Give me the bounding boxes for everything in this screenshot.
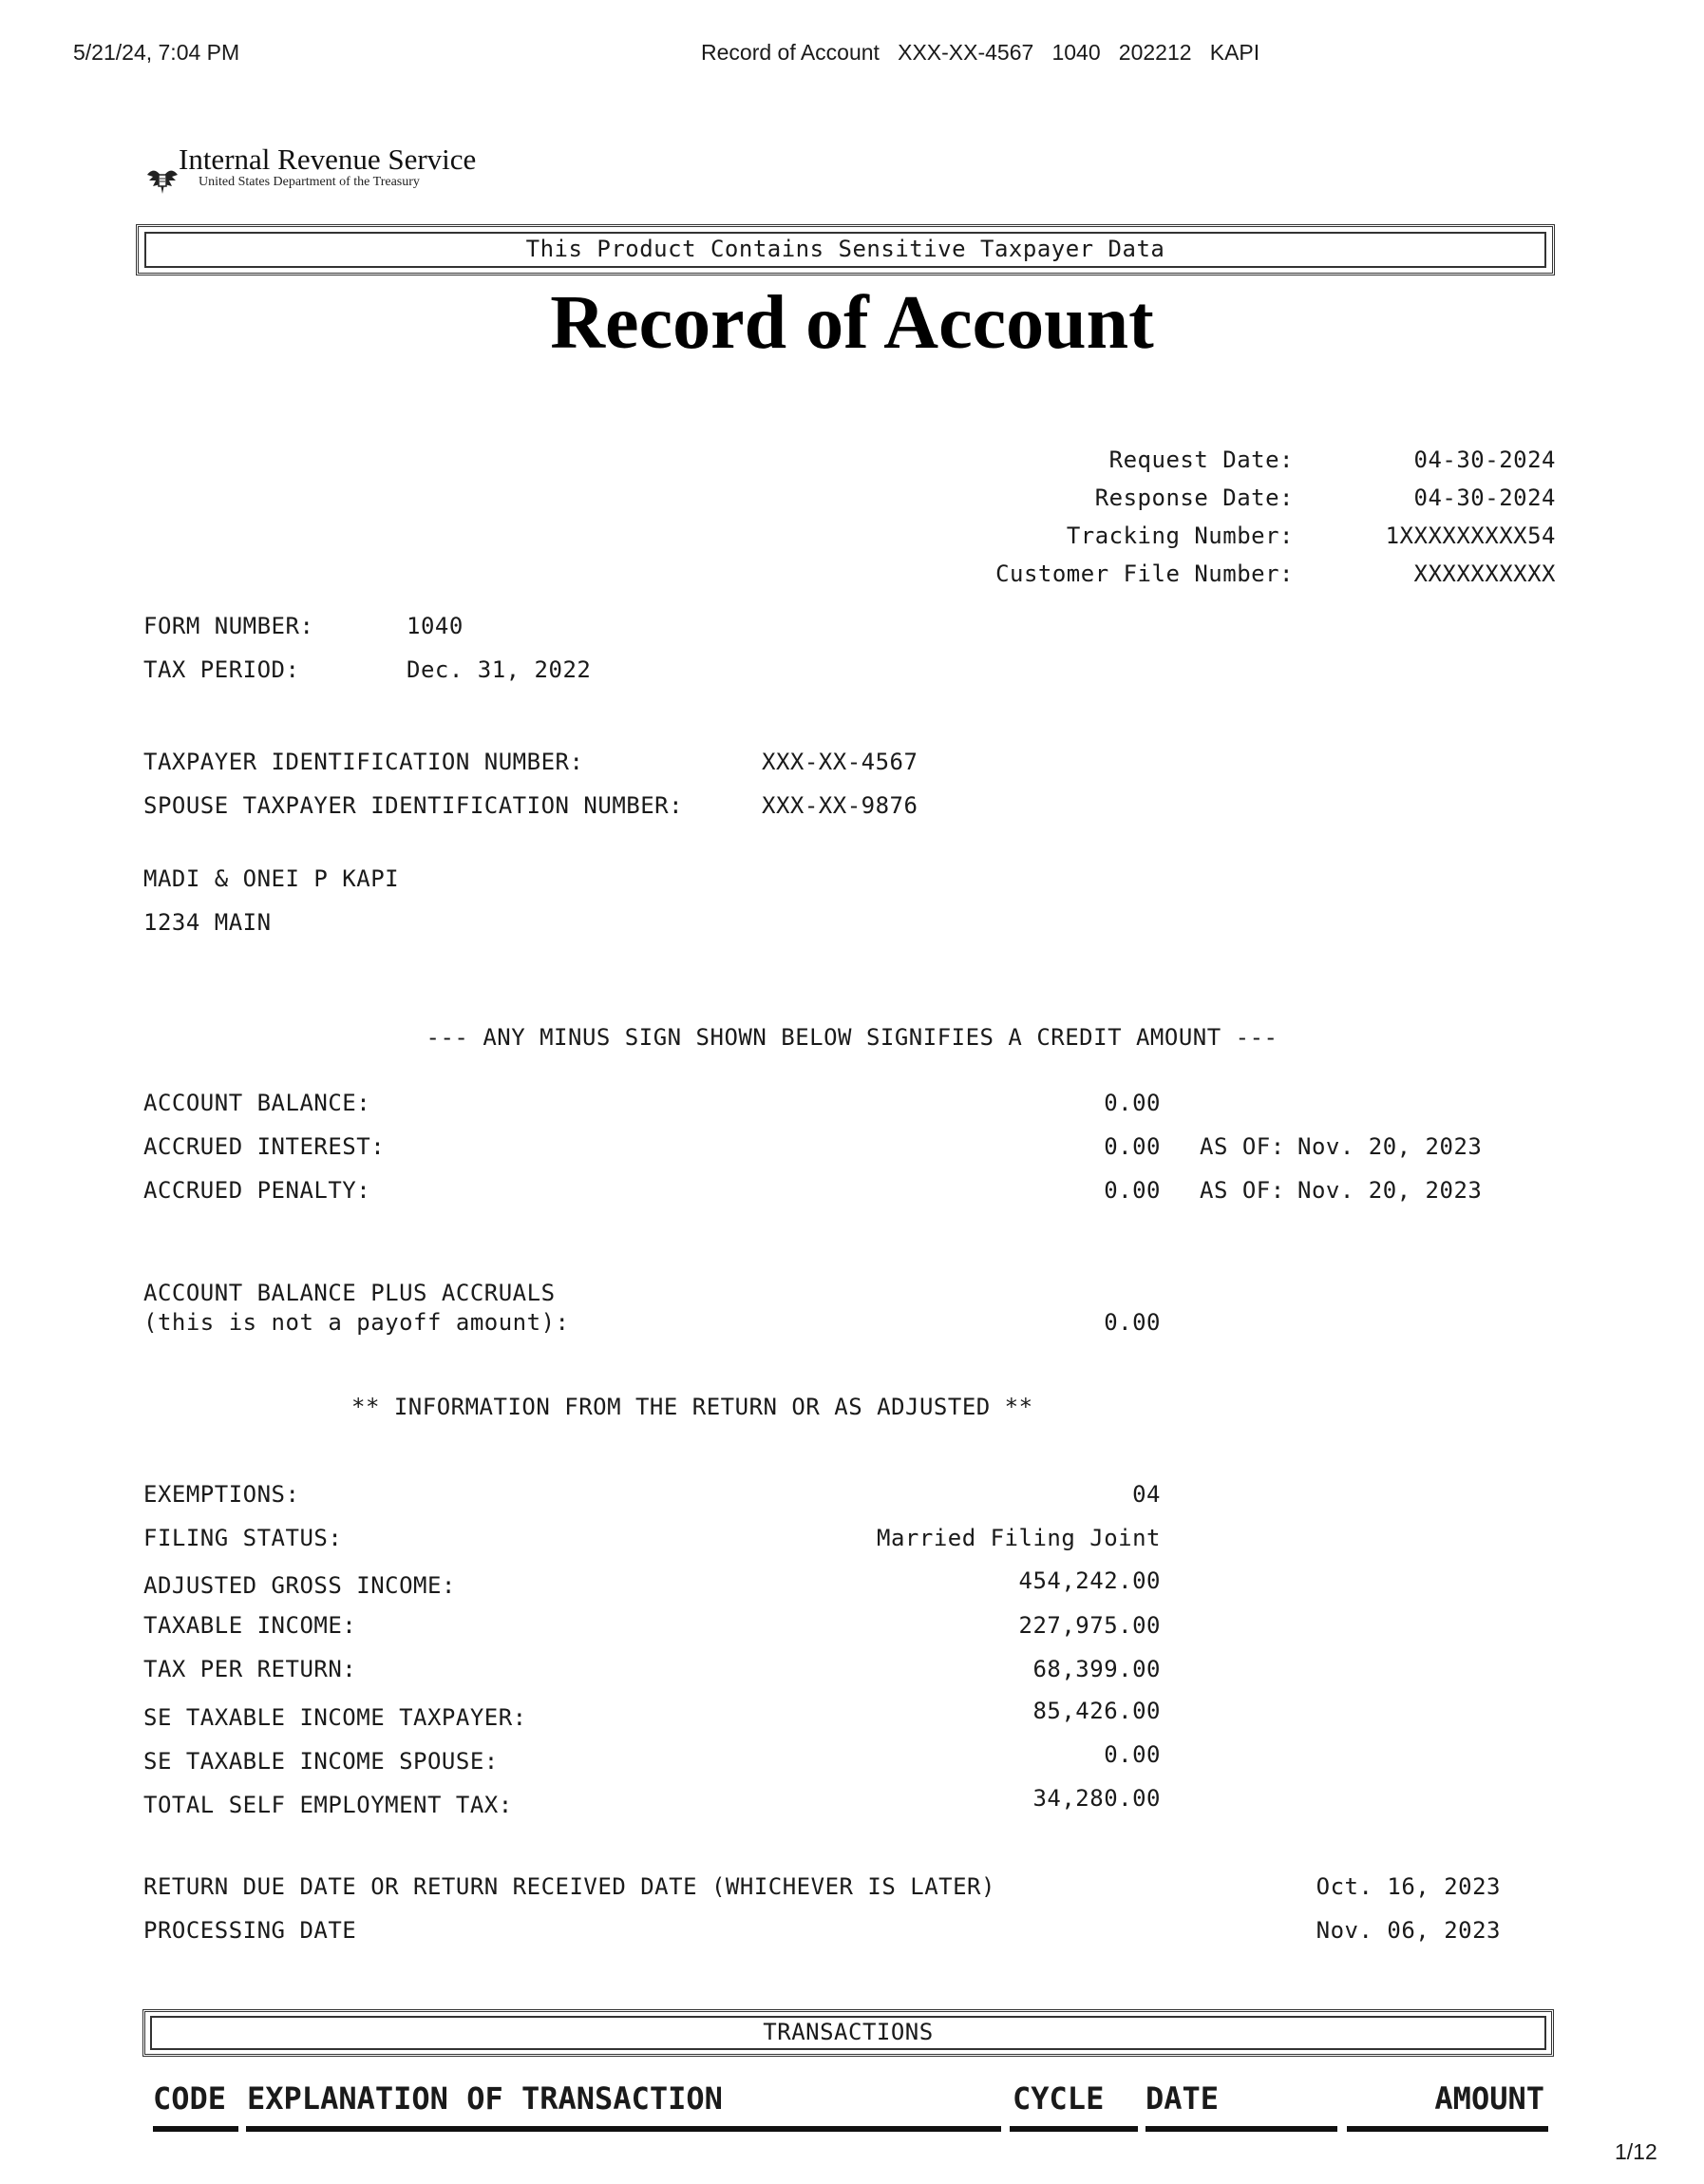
return-due-date-label: RETURN DUE DATE OR RETURN RECEIVED DATE (WHICHEVER IS LATER) <box>143 1873 995 1900</box>
print-title: Record of Account XXX-XX-4567 1040 202212 KAPI <box>701 40 1260 65</box>
form-number-value: 1040 <box>407 613 464 639</box>
col-header-cycle: CYCLE <box>1013 2080 1105 2117</box>
tax-per-return-label: TAX PER RETURN: <box>143 1656 357 1682</box>
exemptions-label: EXEMPTIONS: <box>143 1481 300 1508</box>
accrued-interest-asof-date: Nov. 20, 2023 <box>1297 1133 1483 1160</box>
processing-date-label: PROCESSING DATE <box>143 1917 357 1944</box>
account-balance-value: 0.00 <box>1104 1090 1161 1116</box>
col-underline-amount <box>1347 2126 1548 2132</box>
tax-per-return-value: 68,399.00 <box>1032 1656 1161 1682</box>
return-info-heading: ** INFORMATION FROM THE RETURN OR AS ADJUSTED ** <box>351 1394 1033 1420</box>
se-income-spouse-label: SE TAXABLE INCOME SPOUSE: <box>143 1748 499 1775</box>
taxpayer-name: MADI & ONEI P KAPI <box>143 865 400 892</box>
tracking-number-label: Tracking Number: <box>1066 522 1294 549</box>
exemptions-value: 04 <box>1132 1481 1161 1508</box>
tracking-number-value: 1XXXXXXXXX54 <box>1385 522 1556 549</box>
accrued-penalty-value: 0.00 <box>1104 1177 1161 1204</box>
transactions-heading: TRANSACTIONS <box>763 2019 934 2045</box>
accrued-interest-label: ACCRUED INTEREST: <box>143 1133 386 1160</box>
accrued-penalty-asof-label: AS OF: <box>1200 1177 1285 1204</box>
accrued-interest-asof-label: AS OF: <box>1200 1133 1285 1160</box>
balance-plus-accruals-label-2: (this is not a payoff amount): <box>143 1309 570 1336</box>
se-income-spouse-value: 0.00 <box>1104 1741 1161 1768</box>
sensitive-banner-text: This Product Contains Sensitive Taxpayer Data <box>525 236 1165 262</box>
col-underline-explanation <box>246 2126 1001 2132</box>
tin-value: XXX-XX-4567 <box>762 749 918 775</box>
agi-label: ADJUSTED GROSS INCOME: <box>143 1572 456 1599</box>
print-datetime: 5/21/24, 7:04 PM <box>73 40 240 65</box>
col-header-amount: AMOUNT <box>1434 2080 1544 2117</box>
return-due-date-value: Oct. 16, 2023 <box>1316 1873 1501 1900</box>
filing-status-label: FILING STATUS: <box>143 1525 343 1551</box>
tax-period-label: TAX PERIOD: <box>143 656 300 683</box>
filing-status-value: Married Filing Joint <box>877 1525 1161 1551</box>
col-underline-code <box>153 2126 238 2132</box>
col-header-explanation: EXPLANATION OF TRANSACTION <box>247 2080 723 2117</box>
tax-period-value: Dec. 31, 2022 <box>407 656 592 683</box>
account-balance-label: ACCOUNT BALANCE: <box>143 1090 371 1116</box>
tin-label: TAXPAYER IDENTIFICATION NUMBER: <box>143 749 584 775</box>
balance-plus-accruals-label-1: ACCOUNT BALANCE PLUS ACCRUALS <box>143 1280 556 1306</box>
taxable-income-label: TAXABLE INCOME: <box>143 1612 357 1639</box>
request-date-label: Request Date: <box>1108 446 1294 473</box>
se-income-taxpayer-value: 85,426.00 <box>1032 1698 1161 1724</box>
response-date-value: 04-30-2024 <box>1413 484 1556 511</box>
form-number-label: FORM NUMBER: <box>143 613 314 639</box>
credit-notice: --- ANY MINUS SIGN SHOWN BELOW SIGNIFIES A CREDIT AMOUNT --- <box>426 1024 1278 1051</box>
total-se-tax-label: TOTAL SELF EMPLOYMENT TAX: <box>143 1792 513 1818</box>
processing-date-value: Nov. 06, 2023 <box>1316 1917 1501 1944</box>
taxpayer-address: 1234 MAIN <box>143 909 272 936</box>
agency-name: Internal Revenue Service <box>179 142 477 176</box>
response-date-label: Response Date: <box>1094 484 1294 511</box>
agi-value: 454,242.00 <box>1018 1567 1161 1594</box>
balance-plus-accruals-value: 0.00 <box>1104 1309 1161 1336</box>
accrued-penalty-asof-date: Nov. 20, 2023 <box>1297 1177 1483 1204</box>
col-underline-cycle <box>1010 2126 1138 2132</box>
page-number: 1/12 <box>1615 2139 1657 2164</box>
spouse-tin-label: SPOUSE TAXPAYER IDENTIFICATION NUMBER: <box>143 792 684 819</box>
accrued-penalty-label: ACCRUED PENALTY: <box>143 1177 371 1204</box>
taxable-income-value: 227,975.00 <box>1018 1612 1161 1639</box>
col-header-date: DATE <box>1145 2080 1220 2117</box>
customer-file-number-label: Customer File Number: <box>995 560 1294 587</box>
col-header-code: CODE <box>153 2080 227 2117</box>
irs-eagle-logo-icon <box>136 144 174 182</box>
page-title: Record of Account <box>550 281 1154 365</box>
se-income-taxpayer-label: SE TAXABLE INCOME TAXPAYER: <box>143 1704 527 1731</box>
spouse-tin-value: XXX-XX-9876 <box>762 792 918 819</box>
total-se-tax-value: 34,280.00 <box>1032 1785 1161 1812</box>
customer-file-number-value: XXXXXXXXXX <box>1413 560 1556 587</box>
accrued-interest-value: 0.00 <box>1104 1133 1161 1160</box>
request-date-value: 04-30-2024 <box>1413 446 1556 473</box>
col-underline-date <box>1145 2126 1337 2132</box>
agency-department: United States Department of the Treasury <box>199 175 420 189</box>
